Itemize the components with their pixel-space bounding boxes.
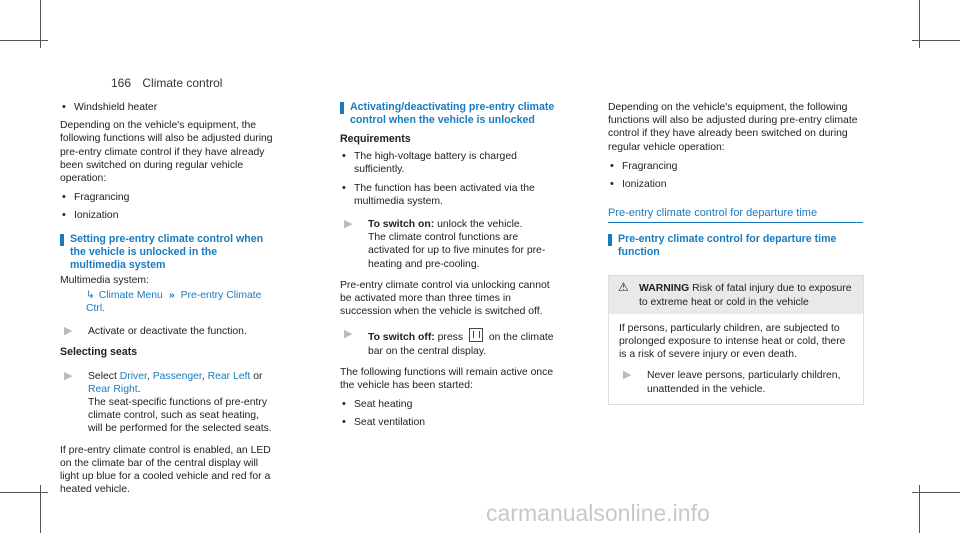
- warning-title: Risk of fatal injury due to exposure to extreme heat or cold in the vehicle: [639, 283, 852, 308]
- step-description: The seat-specific functions of pre-entry climate control, such as seat heating, will be performed for the selected seats.: [88, 397, 272, 435]
- step-text: Activate or deactivate the function.: [88, 326, 247, 338]
- warning-box: [608, 275, 864, 404]
- step-arrow-icon: ▶: [64, 325, 73, 338]
- step-arrow-icon: ▶: [344, 218, 353, 231]
- page-header: [111, 76, 222, 90]
- instruction-step: [619, 369, 855, 395]
- section-heading: Pre-entry climate control for departure time function: [608, 233, 864, 259]
- list-item: • Windshield heater: [60, 101, 276, 114]
- separator: or: [250, 370, 263, 382]
- column-middle: [340, 101, 556, 435]
- option-rear-right[interactable]: Rear Right: [88, 383, 138, 395]
- section-heading: Activating/deactivating pre-entry climate control when the vehicle is unlocked: [340, 101, 556, 127]
- list-item: • Fragrancing: [608, 160, 864, 173]
- step-text: Never leave persons, particularly children, unattended in the vehicle.: [647, 370, 841, 395]
- list-item: • The high-voltage battery is charged sufficiently.: [340, 150, 556, 176]
- list-item: • Ionization: [608, 178, 864, 191]
- list-item: • Ionization: [60, 209, 276, 222]
- list-item: • Seat heating: [340, 398, 556, 411]
- menu-path: [60, 289, 276, 315]
- option-passenger[interactable]: Passenger: [152, 370, 202, 382]
- warning-icon: ⚠: [618, 280, 629, 295]
- watermark: carmanualsonline.info: [486, 500, 710, 526]
- switch-off-label: To switch off:: [368, 332, 435, 344]
- section-heading: Setting pre-entry climate control when the vehicle is unlocked in the multimedia system: [60, 233, 276, 272]
- chevron-right-icon: »: [168, 289, 175, 301]
- crop-mark: [912, 40, 960, 41]
- crop-mark: [0, 40, 48, 41]
- warning-header: [609, 276, 863, 313]
- section-title: Pre-entry climate control for departure time: [608, 207, 863, 223]
- menu-item-climate[interactable]: Climate Menu: [98, 289, 163, 301]
- separator: .: [137, 383, 141, 395]
- crop-mark: [912, 492, 960, 493]
- instruction-step: [60, 325, 276, 338]
- section-name: Climate control: [142, 76, 223, 90]
- list-item: • Fragrancing: [60, 191, 276, 204]
- list-item: • The function has been activated via the multimedia system.: [340, 182, 556, 208]
- instruction-step: [340, 328, 556, 357]
- paragraph: Pre-entry climate control via unlocking cannot be activated more than three times in succession when the vehicle is switched off.: [340, 279, 550, 318]
- warning-text: If persons, particularly children, are subjected to prolonged exposure to intense heat or cold, there is a risk of severe injury or even death.: [619, 322, 846, 361]
- instruction-step: [60, 370, 276, 436]
- step-arrow-icon: ▶: [344, 328, 353, 341]
- crop-mark: [0, 492, 48, 493]
- step-text: press: [434, 332, 466, 344]
- warning-label: WARNING: [639, 283, 690, 295]
- menu-item-pre-entry[interactable]: Pre-entry Climate Ctrl.: [86, 289, 262, 315]
- instruction-step: [340, 218, 556, 271]
- step-text: unlock the vehicle.: [434, 219, 523, 231]
- return-arrow-icon: ↳: [86, 289, 95, 301]
- option-rear-left[interactable]: Rear Left: [207, 370, 251, 382]
- step-text: Select: [88, 370, 120, 382]
- list-item: • Seat ventilation: [340, 416, 556, 429]
- switch-on-label: To switch on:: [368, 219, 435, 231]
- multimedia-label: Multimedia system:: [60, 274, 149, 286]
- step-text: on the climate bar on the central display.: [368, 332, 554, 357]
- column-right: [608, 101, 864, 405]
- paragraph: The following functions will remain active once the vehicle has been started:: [340, 366, 554, 392]
- subheading: Selecting seats: [60, 346, 138, 359]
- paragraph: Depending on the vehicle's equipment, the following functions will also be adjusted during pre-entry climate control if they have already been switched on during regular vehicle operation:: [60, 120, 273, 185]
- column-left: [60, 101, 276, 502]
- option-driver[interactable]: Driver: [119, 370, 147, 382]
- warning-body: [609, 314, 863, 404]
- page-number: 166: [111, 76, 132, 90]
- separator: ,: [201, 370, 208, 382]
- paragraph: Depending on the vehicle's equipment, the following functions will also be adjusted during pre-entry climate control if they have already been switched on during regular vehicle operation:: [608, 102, 858, 153]
- step-arrow-icon: ▶: [64, 369, 73, 382]
- step-description: The climate control functions are activated for up to five minutes for pre-heating and pre-cooling.: [368, 232, 546, 270]
- climate-button-icon: [469, 328, 483, 342]
- separator: ,: [146, 370, 153, 382]
- step-arrow-icon: ▶: [623, 369, 632, 382]
- paragraph: If pre-entry climate control is enabled, an LED on the climate bar of the central display will light up blue for a cooled vehicle and red for a heated vehicle.: [60, 444, 271, 496]
- requirements-heading: Requirements: [340, 133, 411, 145]
